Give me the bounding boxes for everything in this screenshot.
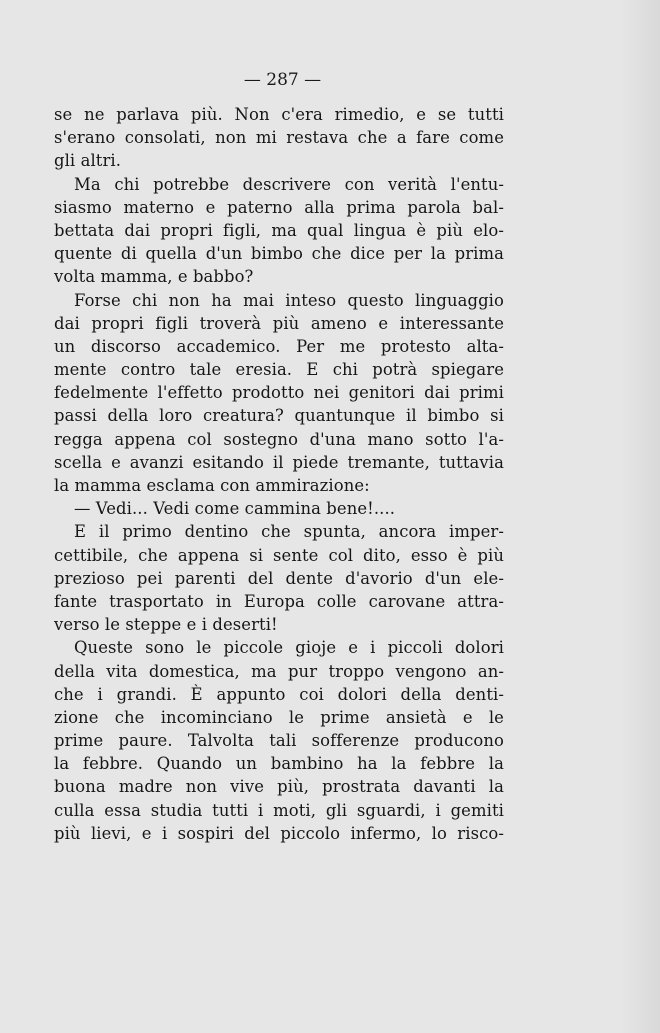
text-line: zione che incominciano le prime ansietà e le: [54, 707, 504, 727]
text-line: passi della loro creatura? quantunque il bimbo si: [54, 406, 504, 426]
text-line: la mamma esclama con ammirazione:: [54, 476, 370, 495]
text-line: gli altri.: [54, 151, 122, 171]
text-line: prezioso pei parenti del dente d'avorio d'un ele-: [54, 568, 504, 588]
text-line: mente contro tale eresia. E chi potrà spiegare: [54, 360, 504, 380]
text-line: Queste sono le piccole gioje e i piccoli dolori: [74, 638, 504, 658]
text-line: regga appena col sostegno d'una mano sotto l'a-: [54, 429, 504, 449]
text-line: Ma chi potrebbe descrivere con verità l'entu-: [74, 174, 504, 194]
text-line: E il primo dentino che spunta, ancora imper-: [74, 522, 504, 542]
page-number: — 287 —: [243, 70, 322, 90]
text-line: culla essa studia tutti i moti, gli sguardi, i gemiti: [54, 800, 504, 820]
text-line: cettibile, che appena si sente col dito, esso è più: [54, 545, 504, 565]
text-line: che i grandi. È appunto coi dolori della denti-: [54, 684, 504, 704]
text-line: s'erano consolati, non mi restava che a fare come: [54, 128, 504, 148]
text-line: Forse chi non ha mai inteso questo linguaggio: [74, 290, 504, 310]
text-line: fante trasportato in Europa colle carovane attra-: [54, 591, 504, 611]
text-line: bettata dai propri figli, ma qual lingua è più elo-: [54, 220, 504, 240]
text-line: verso le steppe e i deserti!: [54, 615, 278, 635]
text-line: scella e avanzi esitando il piede tremante, tuttavia: [54, 452, 504, 472]
text-line: la febbre. Quando un bambino ha la febbre la: [54, 754, 504, 774]
text-line: prime paure. Talvolta tali sofferenze producono: [54, 731, 504, 751]
text-line: volta mamma, e babbo?: [54, 267, 254, 287]
text-line: quente di quella d'un bimbo che dice per la prima: [54, 244, 504, 264]
text-line: buona madre non vive più, prostrata davanti la: [54, 777, 504, 797]
text-line: dai propri figli troverà più ameno e interessante: [54, 313, 504, 333]
text-line: se ne parlava più. Non c'era rimedio, e se tutti: [54, 105, 504, 124]
text-line: della vita domestica, ma pur troppo vengono an-: [54, 661, 504, 681]
text-line: siasmo materno e paterno alla prima parola bal-: [54, 197, 504, 217]
body-text: [54, 103, 504, 845]
text-line: più lievi, e i sospiri del piccolo infermo, lo risco-: [54, 823, 504, 843]
text-line: — Vedi... Vedi come cammina bene!....: [74, 499, 396, 519]
text-line: fedelmente l'effetto prodotto nei genitori dai primi: [54, 383, 504, 403]
text-line: un discorso accademico. Per me protesto alta-: [54, 336, 504, 356]
